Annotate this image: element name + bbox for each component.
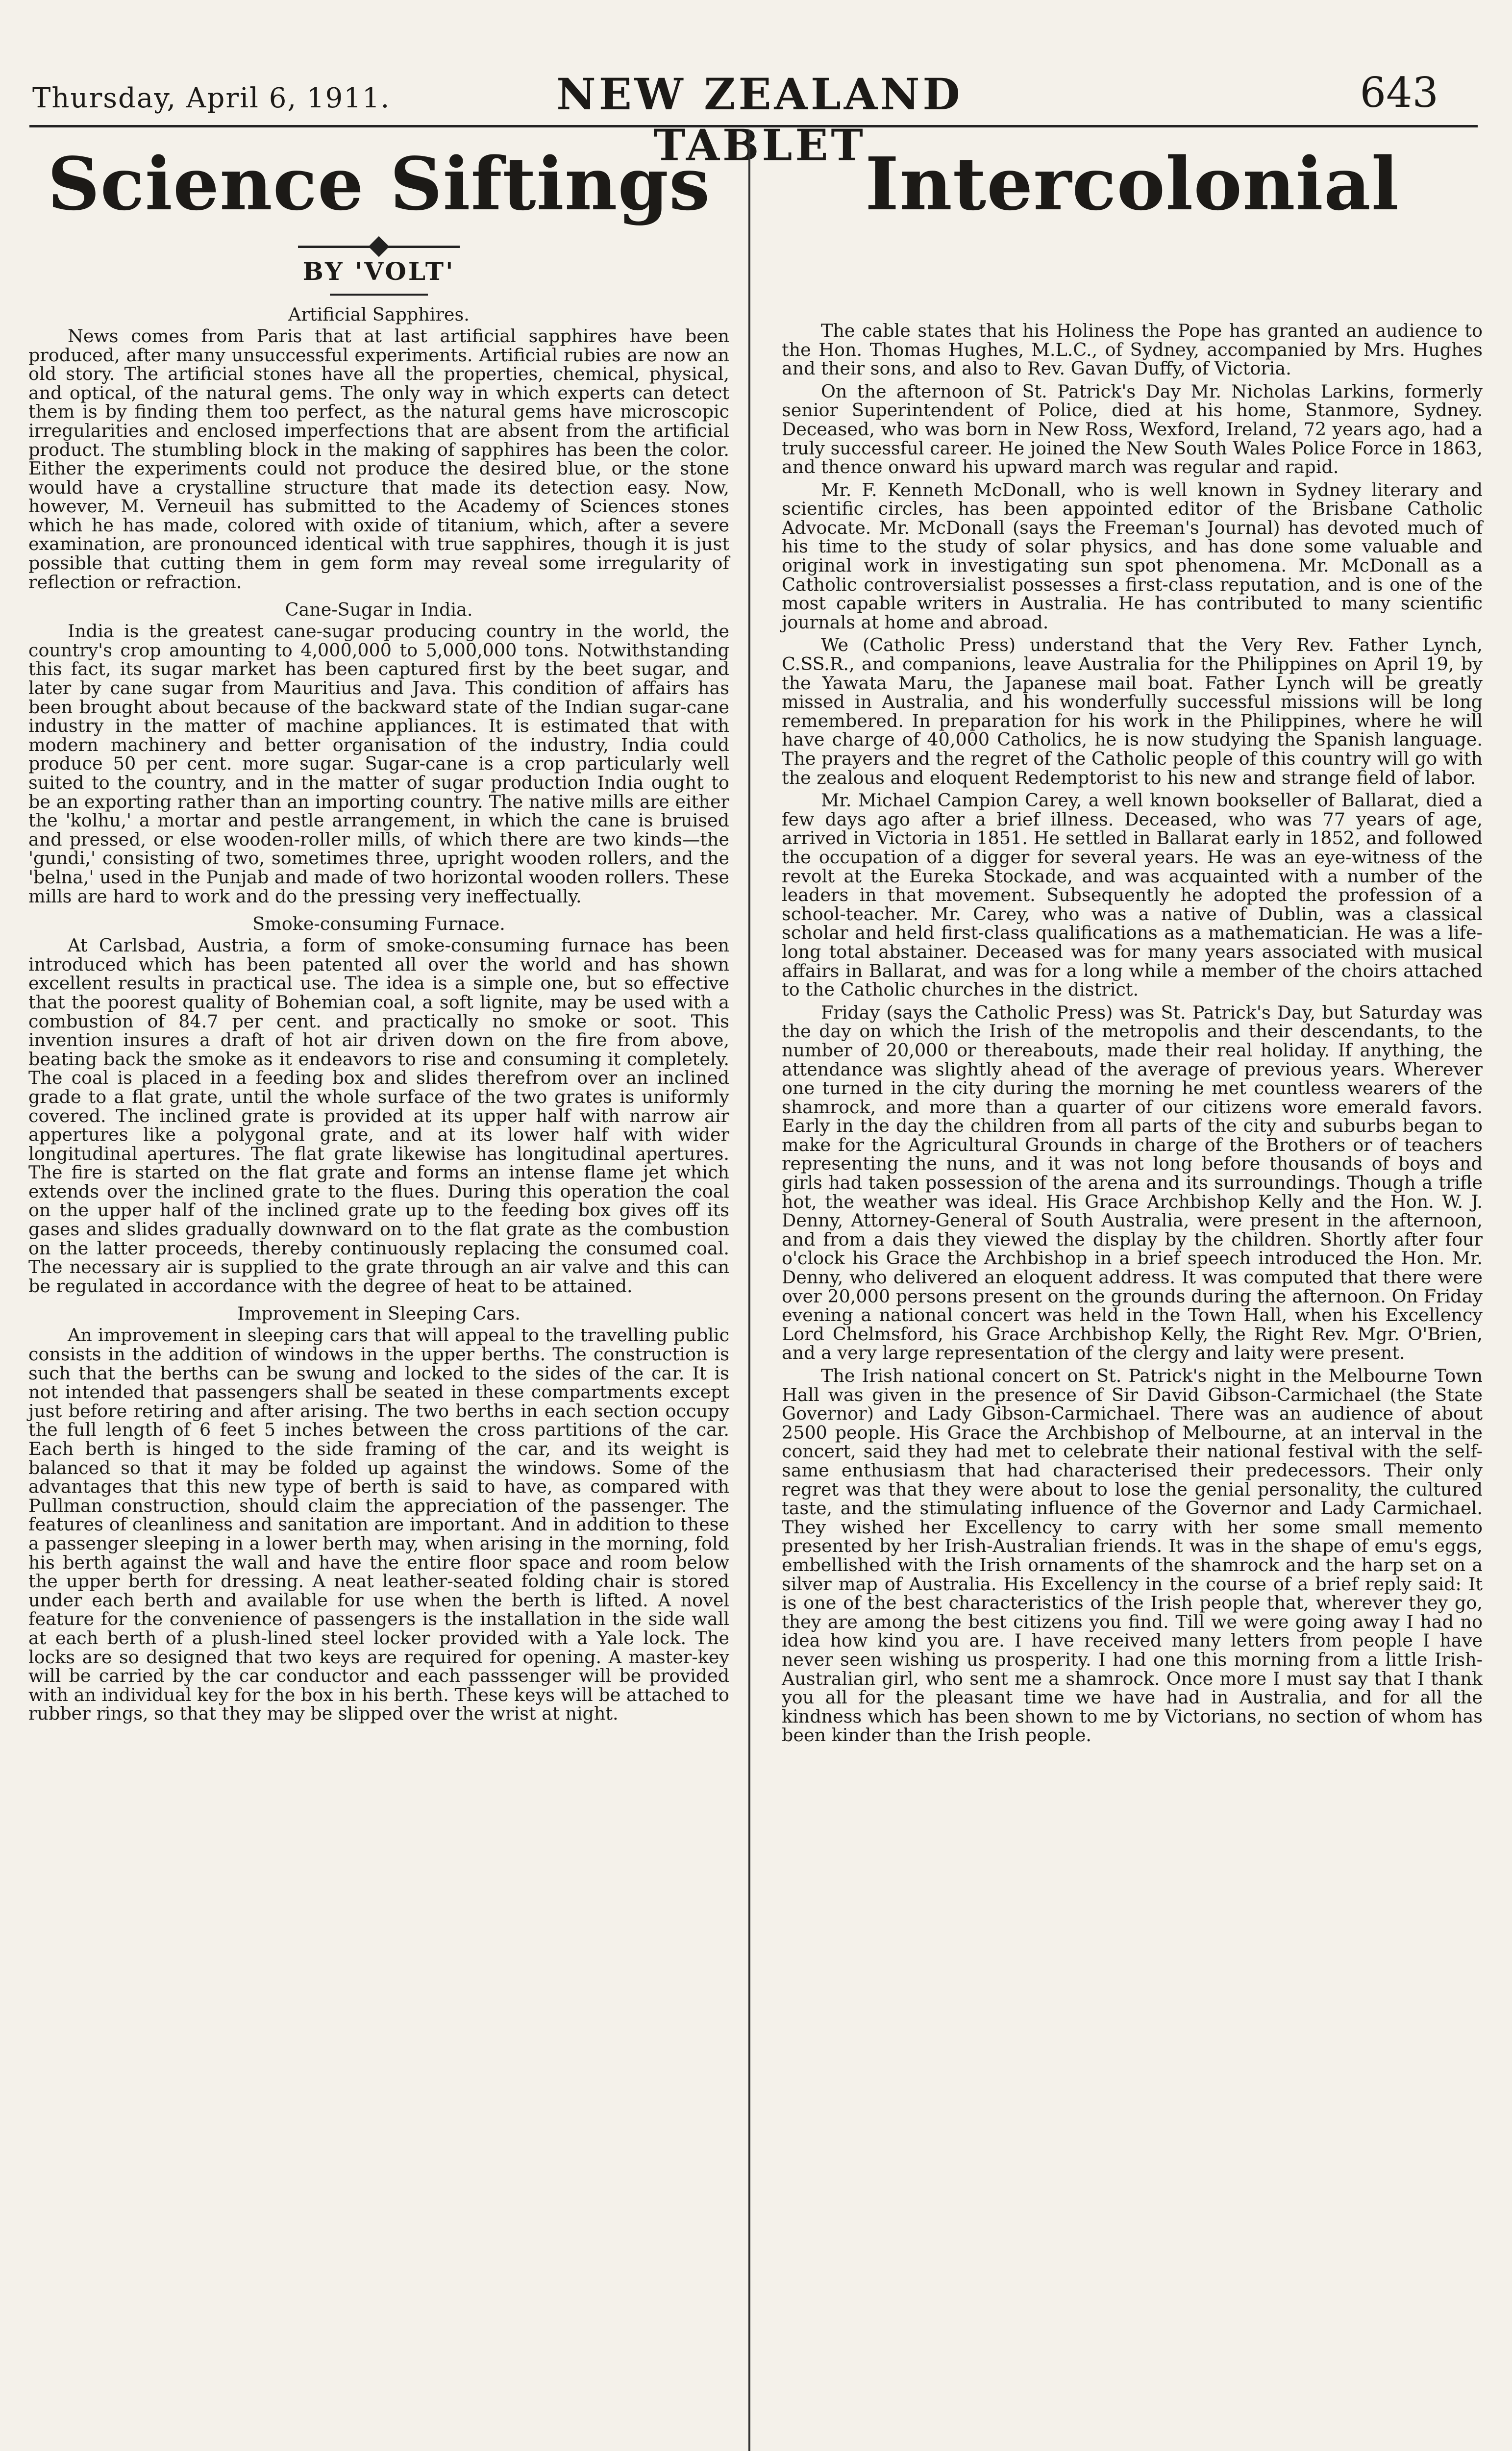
ornament-rule: [298, 246, 460, 248]
article-paragraph: Mr. F. Kenneth McDonall, who is well known in Sydney literary and scientific circles, has been appointed editor of the Brisbane Catholic Advocate. Mr. McDonall (says the Freeman's Journal) has devoted much of his time to the study of solar physics, and has done some valuable and original work in investigating sun spot phenomena. Mr. McDonall as a Catholic controversialist possesses a first-class reputation, and is one of the most capable writers in Australia. He has contributed to many scientific journals at home and abroad.: [782, 479, 1483, 633]
masthead: NEW ZEALAND TABLET: [556, 69, 963, 171]
byline: BY 'VOLT': [302, 256, 455, 286]
article-paragraph: An improvement in sleeping cars that will appeal to the travelling public consists in the addition of windows in the upper berths. The construction is such that the berths can be swung and locked to the sides of the car. It is not intended that passengers shall be seated in these compartments except just before retiring and after arising. The two berths in each section occupy the full length of 6 feet 5 inches between the cross partitions of the car. Each berth is hinged to the side framing of the car, and its weight is balanced so that it may be folded up against the windows. Some of the advantages that this new type of berth is said to have, as compared with Pullman construction, should claim the appreciation of the passenger. The features of cleanliness and sanitation are important. And in addition to these a passenger sleeping in a lower berth may, when arising in the morning, fold his berth against the wall and have the entire floor space and room below the upper berth for dressing. A neat leather-seated folding chair is stored under each berth and available for use when the berth is lifted. A novel feature for the convenience of passengers is the installation in the side wall at each berth of a plush-lined steel locker provided with a Yale lock. The locks are so designed that two keys are required for opening. A master-key will be carried by the car conductor and each passsenger will be provided with an individual key for the box in his berth. These keys will be attached to rubber rings, so that they may be slipped over the wrist at night.: [28, 1325, 729, 1725]
subhead-artificial-sapphires: Artificial Sapphires.: [288, 303, 470, 325]
science-siftings-column: [28, 141, 729, 1725]
article-paragraph: India is the greatest cane-sugar producing country in the world, the country's crop amounting to 4,000,000 to 5,000,000 tons. Notwithstanding this fact, its sugar market has been captured first by the beet sugar, and later by cane sugar from Mauritius and Java. This condition of affairs has been brought about because of the backward state of the Indian sugar-cane industry in the matter of machine appliances. It is estimated that with modern machinery and better organisation of the industry, India could produce 50 per cent. more sugar. Sugar-cane is a crop particularly well suited to the country, and in the matter of sugar production India ought to be an exporting rather than an importing country. The native mills are either the 'kolhu,' a mortar and pestle arrangement, in which the cane is bruised and pressed, or else wooden-roller mills, of which there are two kinds—the 'gundi,' consisting of two, sometimes three, upright wooden rollers, and the 'belna,' used in the Punjab and made of two horizontal wooden rollers. These mills are hard to work and do the pressing very ineffectually.: [28, 621, 729, 907]
intercolonial-column: [782, 141, 1483, 1749]
article-paragraph: On the afternoon of St. Patrick's Day Mr. Nicholas Larkins, formerly senior Superintendent of Police, died at his home, Stanmore, Sydney. Deceased, who was born in New Ross, Wexford, Ireland, 72 years ago, had a truly successful career. He joined the New South Wales Police Force in 1863, and thence onward his upward march was regular and rapid.: [782, 380, 1483, 478]
article-paragraph: Mr. Michael Campion Carey, a well known bookseller of Ballarat, died a few days ago after a brief illness. Deceased, who was 77 years of age, arrived in Victoria in 1851. He settled in Ballarat early in 1852, and followed the occupation of a digger for several years. He was an eye-witness of the revolt at the Eureka Stockade, and was acquainted with a number of the leaders in that movement. Subsequently he adopted the profession of a school-teacher. Mr. Carey, who was a native of Dublin, was a classical scholar and held first-class qualifications as a mathematician. He was a life-long total abstainer. Deceased was for many years associated with musical affairs in Ballarat, and was for a long while a member of the choirs attached to the Catholic churches in the district.: [782, 790, 1483, 1000]
byline-rule: [330, 294, 428, 296]
issue-date: Thursday, April 6, 1911.: [32, 82, 391, 114]
article-paragraph: The Irish national concert on St. Patrick's night in the Melbourne Town Hall was given in the presence of Sir David Gibson-Carmichael (the State Governor) and Lady Gibson-Carmichael. There was an audience of about 2500 people. His Grace the Archbishop of Melbourne, at an interval in the concert, said they had met to celebrate their national festival with the self-same enthusiasm that had characterised their predecessors. Their only regret was that they were about to lose the genial personality, the cultured taste, and the stimulating influence of the Governor and Lady Carmichael. They wished her Excellency to carry with her some small memento presented by her Irish-Australian friends. It was in the shape of emu's eggs, embellished with the Irish ornaments of the shamrock and the harp set on a silver map of Australia. His Excellency in the course of a brief reply said: It is one of the best characteristics of the Irish people that, wherever they go, they are among the best citizens you find. Till we were going away I had no idea how kind you are. I have received many letters from people I have never seen wishing us prosperity. I had one this morning from a little Irish-Australian girl, who sent me a shamrock. Once more I must say that I thank you all for the pleasant time we have had in Australia, and for all the kindness which has been shown to me by Victorians, no section of whom has been kinder than the Irish people.: [782, 1365, 1483, 1746]
subhead-sleeping-cars: Improvement in Sleeping Cars.: [237, 1303, 521, 1325]
article-paragraph: We (Catholic Press) understand that the Very Rev. Father Lynch, C.SS.R., and companions, leave Australia for the Philippines on April 19, by the Yawata Maru, the Japanese mail boat. Father Lynch will be greatly missed in Australia, and his wonderfully successful missions will be long remembered. In preparation for his work in the Philippines, where he will have charge of 40,000 Catholics, he is now studying the Spanish language. The prayers and the regret of the Catholic people of this country will go with the zealous and eloquent Redemptorist to his new and strange field of labor.: [782, 634, 1483, 788]
subhead-smoke-furnace: Smoke-consuming Furnace.: [252, 913, 505, 935]
article-paragraph: Friday (says the Catholic Press) was St. Patrick's Day, but Saturday was the day on which the Irish of the metropolis and their descendants, to the number of 20,000 or thereabouts, made their real holiday. If anything, the attendance was slightly ahead of the average of previous years. Wherever one turned in the city during the morning he met countless wearers of the shamrock, and more than a quarter of our citizens wore emerald favors. Early in the day the children from all parts of the city and suburbs began to make for the Agricultural Grounds in charge of the Brothers or of teachers representing the nuns, and it was not long before thousands of boys and girls had taken possession of the arena and its surroundings. Though a trifle hot, the weather was ideal. His Grace Archbishop Kelly and the Hon. W. J. Denny, Attorney-General of South Australia, were present in the afternoon, and from a dais they viewed the display by the children. Shortly after four o'clock his Grace the Archbishop in a brief speech introduced the Hon. Mr. Denny, who delivered an eloquent address. It was computed that there were over 20,000 persons present on the grounds during the afternoon. On Friday evening a national concert was held in the Town Hall, when his Excellency Lord Chelmsford, his Grace Archbishop Kelly, the Right Rev. Mgr. O'Brien, and a very large representation of the clergy and laity were present.: [782, 1001, 1483, 1364]
subhead-cane-sugar: Cane-Sugar in India.: [285, 599, 473, 621]
intercolonial-title: Intercolonial: [865, 141, 1400, 226]
article-paragraph: At Carlsbad, Austria, a form of smoke-consuming furnace has been introduced which has been patented all over the world and has shown excellent results in practical use. The idea is a simple one, but so effective that the poorest quality of Bohemian coal, a soft lignite, may be used with a combustion of 84.7 per cent. and practically no smoke or soot. This invention insures a draft of hot air driven down on the fire from above, beating back the smoke as it endeavors to rise and consuming it completely. The coal is placed in a feeding box and slides therefrom over an inclined grade to a flat grate, until the whole surface of the two grates is uniformly covered. The inclined grate is provided at its upper half with narrow air appertures like a polygonal grate, and at its lower half with wider longitudinal apertures. The flat grate likewise has longitudinal apertures. The fire is started on the flat grate and forms an intense flame jet which extends over the inclined grate to the flues. During this operation the coal on the upper half of the inclined grate up to the feeding box gives off its gases and slides gradually downward on to the flat grate as the combustion on the latter proceeds, thereby continuously replacing the consumed coal. The necessary air is supplied to the grate through an air valve and this can be regulated in accordance with the degree of heat to be attained.: [28, 935, 729, 1297]
science-siftings-title: Science Siftings: [47, 141, 711, 226]
page-number: 643: [1360, 69, 1438, 117]
diamond-ornament-icon: [369, 236, 389, 257]
article-paragraph: The cable states that his Holiness the Pope has granted an audience to the Hon. Thomas Hughes, M.L.C., of Sydney, accompanied by Mrs. Hughes and their sons, and also to Rev. Gavan Duffy, of Victoria.: [782, 320, 1483, 379]
article-paragraph: News comes from Paris that at last artificial sapphires have been produced, after many unsuccessful experiments. Artificial rubies are now an old story. The artificial stones have all the properties, chemical, physical, and optical, of the natural gems. The only way in which experts can detect them is by finding them too perfect, as the natural gems have microscopic irregularities and enclosed imperfections that are absent from the artificial product. The stumbling block in the making of sapphires has been the color. Either the experiments could not produce the desired blue, or the stone would have a crystalline structure that made its detection easy. Now, however, M. Verneuil has submitted to the Academy of Sciences stones which he has made, colored with oxide of titanium, which, after a severe examination, are pronounced identical with true sapphires, though it is just possible that cutting them in gem form may reveal some irregularity of reflection or refraction.: [28, 325, 729, 593]
header-rule: [29, 125, 1478, 127]
column-divider: [748, 130, 750, 2451]
